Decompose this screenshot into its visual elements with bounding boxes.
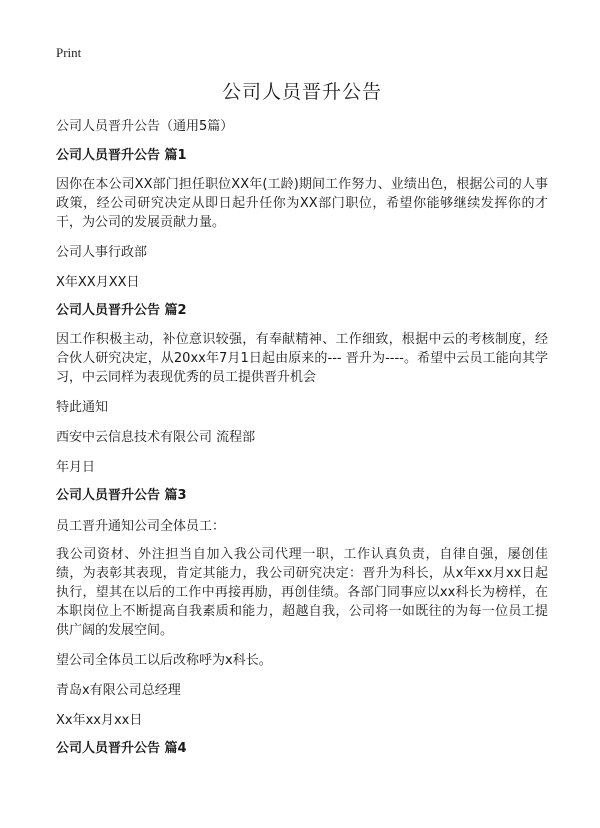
section-heading-4: 公司人员晋升公告 篇4 [56, 741, 187, 756]
print-label[interactable]: Print [56, 45, 82, 60]
section-3-signature-manager: 青岛x有限公司总经理 [56, 683, 181, 698]
section-2-signature-company: 西安中云信息技术有限公司 流程部 [56, 430, 256, 445]
section-heading-3: 公司人员晋升公告 篇3 [56, 488, 187, 503]
document-subtitle: 公司人员晋升公告（通用5篇） [56, 119, 234, 134]
section-heading-2: 公司人员晋升公告 篇2 [56, 303, 187, 318]
section-2-paragraph: 因工作积极主动，补位意识较强，有奉献精神、工作细致，根据中云的考核制度，经合伙人研究决定，从20xx年7月1日起由原来的--- 晋升为----。希望中云员工能向其学习，中云同样为表现优秀的员工提供晋升机会 [56, 332, 548, 385]
section-3-date: Xx年xx月xx日 [56, 713, 143, 728]
section-3-closing: 望公司全体员工以后改称呼为x科长。 [56, 653, 272, 668]
section-heading-1: 公司人员晋升公告 篇1 [56, 148, 187, 163]
section-3-paragraph: 我公司资材、外注担当自加入我公司代理一职，工作认真负责，自律自强，屡创佳绩，为表彰其表现，肯定其能力，我公司研究决定：晋升为科长，从x年xx月xx日起执行，望其在以后的工作中再接再励，再创佳绩。各部门同事应以xx科长为榜样，在本职岗位上不断提高自我素质和能力，超越自我，公司将一如既往的为每一位员工提供广阔的发展空间。 [56, 547, 548, 638]
section-1-date: X年XX月XX日 [56, 275, 140, 290]
section-1-signature-dept: 公司人事行政部 [56, 245, 148, 260]
section-2-date: 年月日 [56, 460, 96, 475]
section-3-greeting: 员工晋升通知公司全体员工： [56, 519, 226, 534]
section-1-paragraph: 因你在本公司XX部门担任职位XX年(工龄)期间工作努力、业绩出色，根据公司的人事政策，经公司研究决定从即日起升任你为XX部门职位，希望你能够继续发挥你的才干，为公司的发展贡献力量。 [56, 177, 548, 230]
document-title: 公司人员晋升公告 [221, 81, 382, 103]
section-2-notice: 特此通知 [56, 400, 109, 415]
